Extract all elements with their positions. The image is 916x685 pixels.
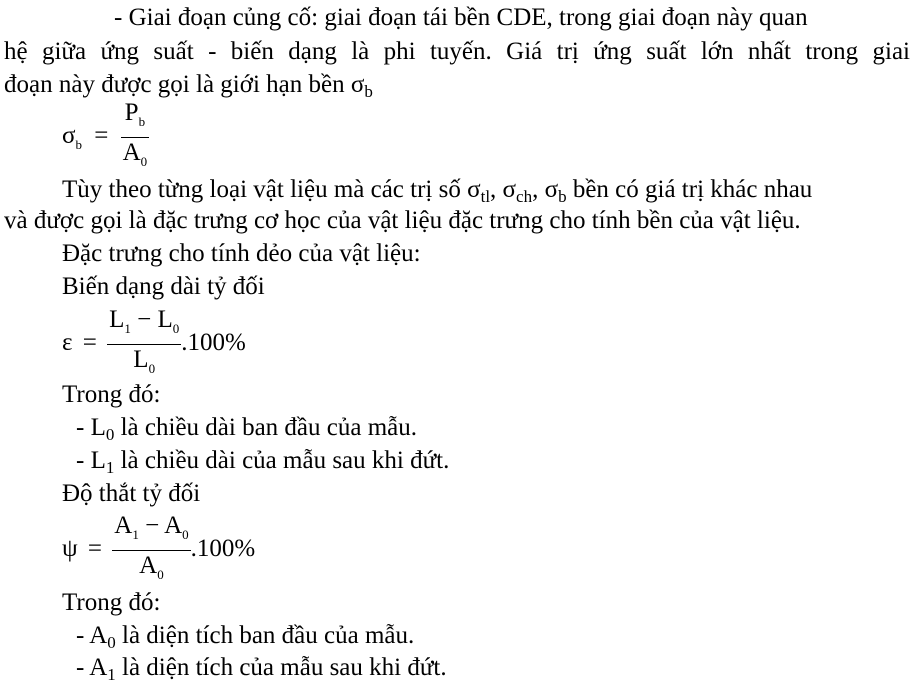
formula-sigma-denominator: $A_0$ — [122, 139, 148, 169]
formula-epsilon-denominator: $L_0$ — [133, 346, 156, 376]
formula-sigma-fraction — [121, 98, 150, 177]
formula-epsilon-lhs: ε — [62, 329, 73, 357]
formula-epsilon-eq: = — [82, 329, 97, 357]
reduction-heading: Độ thắt tỷ đối — [62, 480, 201, 507]
para2-line2: và được gọi là đặc trưng cơ học của vật liệu đặc trưng cho tính bền của vật liệu. — [4, 207, 801, 234]
formula-psi-fraction — [112, 511, 190, 590]
formula-sigma-b — [62, 98, 149, 177]
formula-epsilon — [62, 305, 246, 384]
formula-sigma-lhs: $\sigma_b$ — [62, 122, 82, 153]
formula-psi-tail: .100% — [190, 535, 256, 563]
where2-label: Trong đó: — [62, 589, 161, 616]
formula-sigma-numerator: $P_b$ — [121, 98, 150, 138]
where1-item-1: - $L_1$ là chiều dài của mẫu sau khi đứt. — [76, 447, 450, 477]
elongation-heading: Biến dạng dài tỷ đối — [62, 273, 265, 300]
formula-psi-lhs: ψ — [62, 535, 78, 563]
formula-epsilon-numerator: $L_1 - L_0$ — [107, 305, 181, 345]
formula-psi-eq: = — [87, 535, 103, 563]
formula-psi-denominator: $A_0$ — [139, 552, 164, 582]
where2-item-1: - $A_1$ là diện tích của mẫu sau khi đứt. — [76, 654, 447, 684]
formula-epsilon-tail: .100% — [181, 329, 246, 357]
where2-item-0: - $A_0$ là diện tích ban đầu của mẫu. — [76, 622, 415, 652]
para1-line1: - Giai đoạn củng cố: giai đoạn tái bền CDE, trong giai đoạn này quan — [114, 4, 808, 31]
where1-label: Trong đó: — [62, 381, 161, 408]
formula-psi-numerator: $A_1 - A_0$ — [112, 511, 190, 551]
where1-item-0: - $L_0$ là chiều dài ban đầu của mẫu. — [76, 414, 418, 444]
ductility-heading: Đặc trưng cho tính dẻo của vật liệu: — [62, 240, 421, 267]
para1-line3: đoạn này được gọi là giới hạn bền $\sigma_b$ — [4, 71, 373, 101]
formula-epsilon-fraction — [107, 305, 181, 384]
formula-sigma-eq: = — [94, 122, 109, 150]
para2-line1: Tùy theo từng loại vật liệu mà các trị số $\sigma_{tl}$, $\sigma_{ch}$, $\sigma_b$ bền có giá trị khác nhau — [62, 176, 813, 206]
para1-line2: hệ giữa ứng suất - biến dạng là phi tuyến. Giá trị ứng suất lớn nhất trong giai — [4, 38, 910, 65]
formula-psi — [62, 511, 255, 590]
